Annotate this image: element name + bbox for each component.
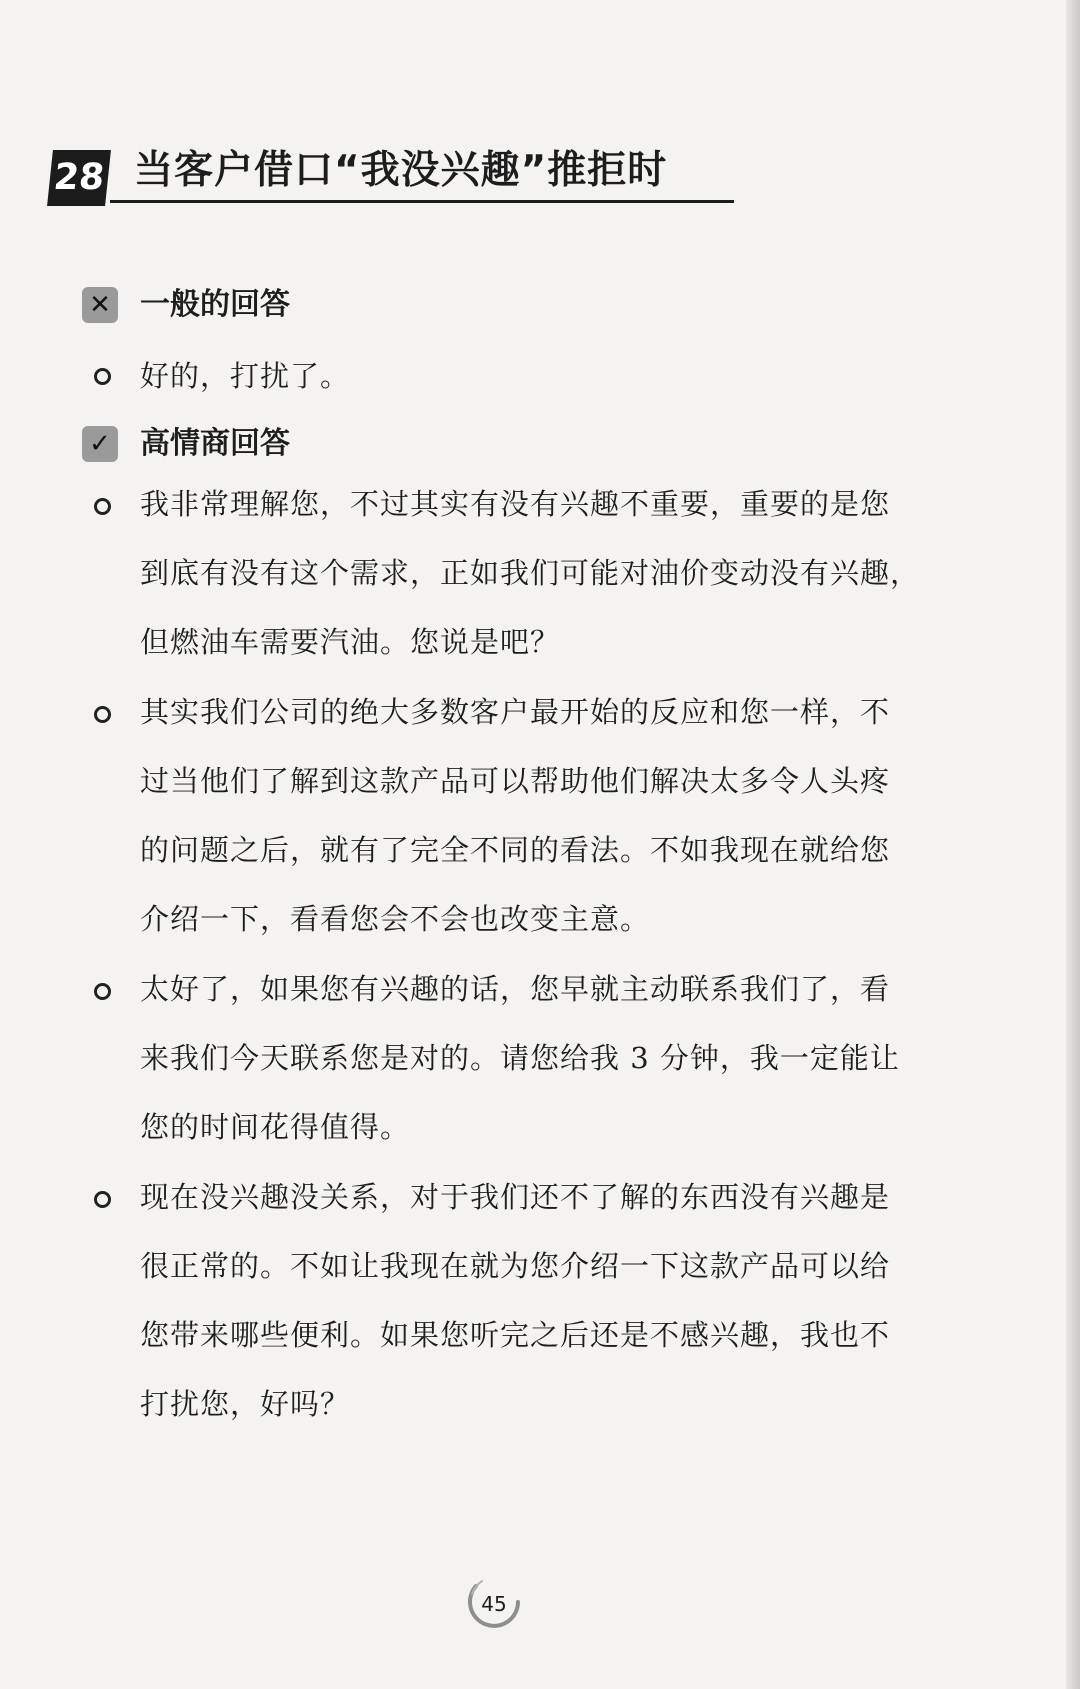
bullet-circle-icon — [94, 498, 111, 515]
list-item-text: 现在没兴趣没关系，对于我们还不了解的东西没有兴趣是 很正常的。不如让我现在就为您介绍一下这款产品可以给 您带来哪些便利。如果您听完之后还是不感兴趣，我也不 打扰您，好吗？ — [140, 1180, 891, 1421]
title-underline — [110, 200, 734, 203]
page-number-text: 45 — [481, 1592, 507, 1616]
section-high-eq-label: 高情商回答 — [140, 426, 290, 461]
page-number — [462, 1572, 526, 1636]
check-icon: ✓ — [82, 426, 118, 462]
list-item-text: 好的，打扰了。 — [140, 359, 351, 393]
section-general-label: 一般的回答 — [140, 287, 290, 322]
chapter-number-badge: 28 — [47, 150, 111, 206]
page-edge-shadow — [1066, 0, 1080, 1689]
bullet-circle-icon — [94, 706, 111, 723]
bullet-circle-icon — [94, 1191, 111, 1208]
list-item-text: 太好了，如果您有兴趣的话，您早就主动联系我们了，看 来我们今天联系您是对的。请您给我 3 分钟，我一定能让 您的时间花得值得。 — [140, 972, 900, 1144]
list-item-text: 我非常理解您，不过其实有没有兴趣不重要，重要的是您 到底有没有这个需求，正如我们可能对油价变动没有兴趣， 但燃油车需要汽油。您说是吧？ — [140, 487, 921, 659]
chapter-title: 当客户借口“我没兴趣”推拒时 — [134, 148, 668, 193]
bullet-circle-icon — [94, 368, 111, 385]
bullet-circle-icon — [94, 983, 111, 1000]
cross-icon: ✕ — [82, 287, 118, 323]
list-item-text: 其实我们公司的绝大多数客户最开始的反应和您一样，不 过当他们了解到这款产品可以帮助他们解决太多令人头疼 的问题之后，就有了完全不同的看法。不如我现在就给您 介绍一下，看看您会不会也改变主意。 — [140, 695, 891, 936]
list-item — [94, 342, 974, 412]
chapter-header — [50, 142, 690, 208]
